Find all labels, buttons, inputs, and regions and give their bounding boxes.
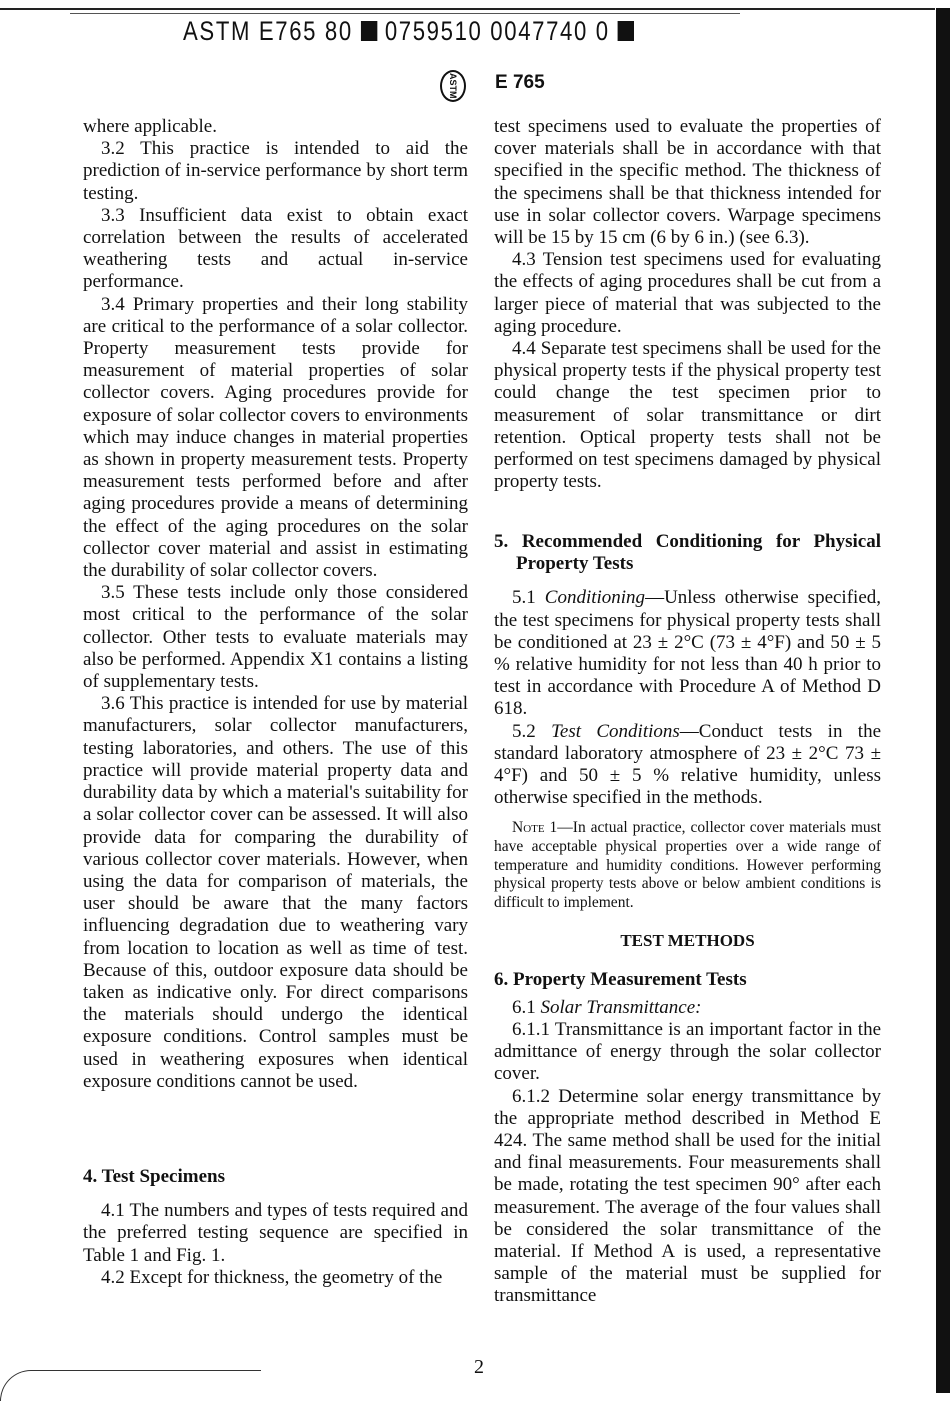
square-mark-icon	[618, 21, 634, 41]
paragraph-4-2: 4.2 Except for thickness, the geometry of the	[101, 1266, 443, 1288]
paragraph-5-1	[494, 587, 881, 720]
paragraph-number: 6.1	[512, 996, 536, 1018]
paragraph-title: Conditioning	[544, 587, 646, 609]
right-column-section-5	[494, 531, 881, 1308]
paragraph-title: Solar Transmittance:	[540, 996, 702, 1018]
scan-border-top	[0, 8, 935, 10]
note-1	[494, 819, 881, 912]
left-column-section-4	[83, 1166, 468, 1289]
page-number: 2	[474, 1356, 484, 1378]
paragraph-4-1: 4.1 The numbers and types of tests required and the preferred testing sequence are specified in Table 1 and Fig. 1.	[83, 1200, 468, 1266]
square-mark-icon	[361, 21, 377, 41]
paragraph-6-1	[494, 997, 881, 1019]
section-heading-5: 5. Recommended Conditioning for Physical Property Tests	[494, 531, 881, 575]
note-text: —In actual practice, collector cover materials must have acceptable physical properties over a wide range of temperature and humidity conditions. However performing physical property tests above or below ambient conditions is difficult to implement.	[494, 819, 881, 911]
paragraph-title: Test Conditions	[551, 720, 680, 742]
note-label: Note 1	[512, 819, 558, 837]
paragraph-5-2	[494, 721, 881, 810]
paragraph-4-3: 4.3 Tension test specimens used for evaluating the effects of aging procedures shall be cut from a larger piece of material that was subjected to the aging procedure.	[494, 249, 881, 337]
paragraph-number: 5.2	[512, 720, 536, 742]
section-heading-6: 6. Property Measurement Tests	[494, 968, 747, 990]
right-column-top	[494, 116, 881, 493]
scan-artifact-curve	[0, 1370, 261, 1401]
left-column-top	[83, 116, 468, 1093]
test-methods-heading: TEST METHODS	[620, 931, 755, 951]
paragraph-3-4: 3.4 Primary properties and their long stability are critical to the performance of a solar collector. Property measurement tests provide for measurement of material properties of solar collector covers. Aging procedures provide for exposure of solar collector covers to environments which may induce changes in material properties as shown in property measurement tests. Property measurement tests performed before and after aging procedures provide a means of determining the effect of the aging procedures on the solar collector cover material and assist in estimating the durability of solar collector covers.	[83, 293, 468, 582]
paragraph-3-3: 3.3 Insufficient data exist to obtain exact correlation between the results of accelerated weathering tests and actual in-service performance.	[83, 204, 468, 293]
code-part-2: 0759510 0047740 0	[384, 16, 610, 46]
section-heading-4: 4. Test Specimens	[83, 1166, 225, 1187]
astm-logo-icon: ASTM	[440, 70, 466, 102]
paragraph-6-1-2: 6.1.2 Determine solar energy transmittance by the appropriate method described in Method E 424. The same method shall be used for the initial and final measurements. Four measurements shall be made, rotating the test specimen 90° after each measurement. The average of the four values shall be considered the solar transmittance of the material. If Method A is used, a representative sample of the material must be supplied for transmittance	[494, 1085, 881, 1307]
scan-border-line	[70, 13, 740, 14]
code-part-1: ASTM E765 80	[183, 16, 353, 46]
paragraph-6-1-1: 6.1.1 Transmittance is an important factor in the admittance of energy through the solar collector cover.	[494, 1019, 881, 1085]
paragraph-text: —Unless otherwise specified, the test specimens for physical property tests shall be conditioned at 23 ± 2°C (73 ± 4°F) and 50 ± 5 % relative humidity for not less than 40 h prior to test in accordance with Procedure A of Method D 618.	[494, 587, 881, 720]
paragraph-text: —Conduct tests in the standard laboratory atmosphere of 23 ± 2°C 73 ± 4°F) and 50 ± 5 % relative humidity, unless otherwise specified in the methods.	[494, 720, 882, 809]
paragraph-4-2-continued: test specimens used to evaluate the properties of cover materials shall be in accordance with that specified in the specific method. The thickness of the specimens shall be that thickness intended for use in solar collector covers. Warpage specimens will be 15 by 15 cm (6 by 6 in.) (see 6.3).	[494, 116, 881, 249]
paragraph-3-6: 3.6 This practice is intended for use by material manufacturers, solar collector manufacturers, testing laboratories, and others. The use of this practice will provide material property data and durability data by which a material's suitability for a solar collector cover can be assessed. It will also provide data for comparing the durability of various collector cover materials. However, when using the data for comparison of materials, the user should be aware that the many factors influencing degradation due to weathering vary from location to location as well as time of test. Because of this, outdoor exposure data should be taken as indicative only. For direct comparisons the materials should undergo the identical exposure conditions. Control samples must be used in weathering exposures when identical exposure conditions cannot be used.	[83, 693, 468, 1092]
document-code-header	[183, 16, 634, 47]
paragraph-3-5: 3.5 These tests include only those considered most critical to the performance of the solar collector. Other tests to evaluate materials may also be performed. Appendix X1 contains a listing of supplementary tests.	[83, 582, 468, 693]
paragraph-4-4: 4.4 Separate test specimens shall be used for the physical property tests if the physical property test could change the test specimen prior to measurement of solar transmittance or dirt retention. Optical property tests shall not be performed on test specimens damaged by physical property tests.	[494, 338, 881, 493]
paragraph-3-2: 3.2 This practice is intended to aid the prediction of in-service performance by short term testing.	[83, 138, 468, 204]
scan-border-right	[936, 8, 950, 1393]
standard-designation: E 765	[495, 72, 545, 93]
paragraph: where applicable.	[83, 116, 217, 137]
paragraph-number: 5.1	[512, 587, 536, 609]
